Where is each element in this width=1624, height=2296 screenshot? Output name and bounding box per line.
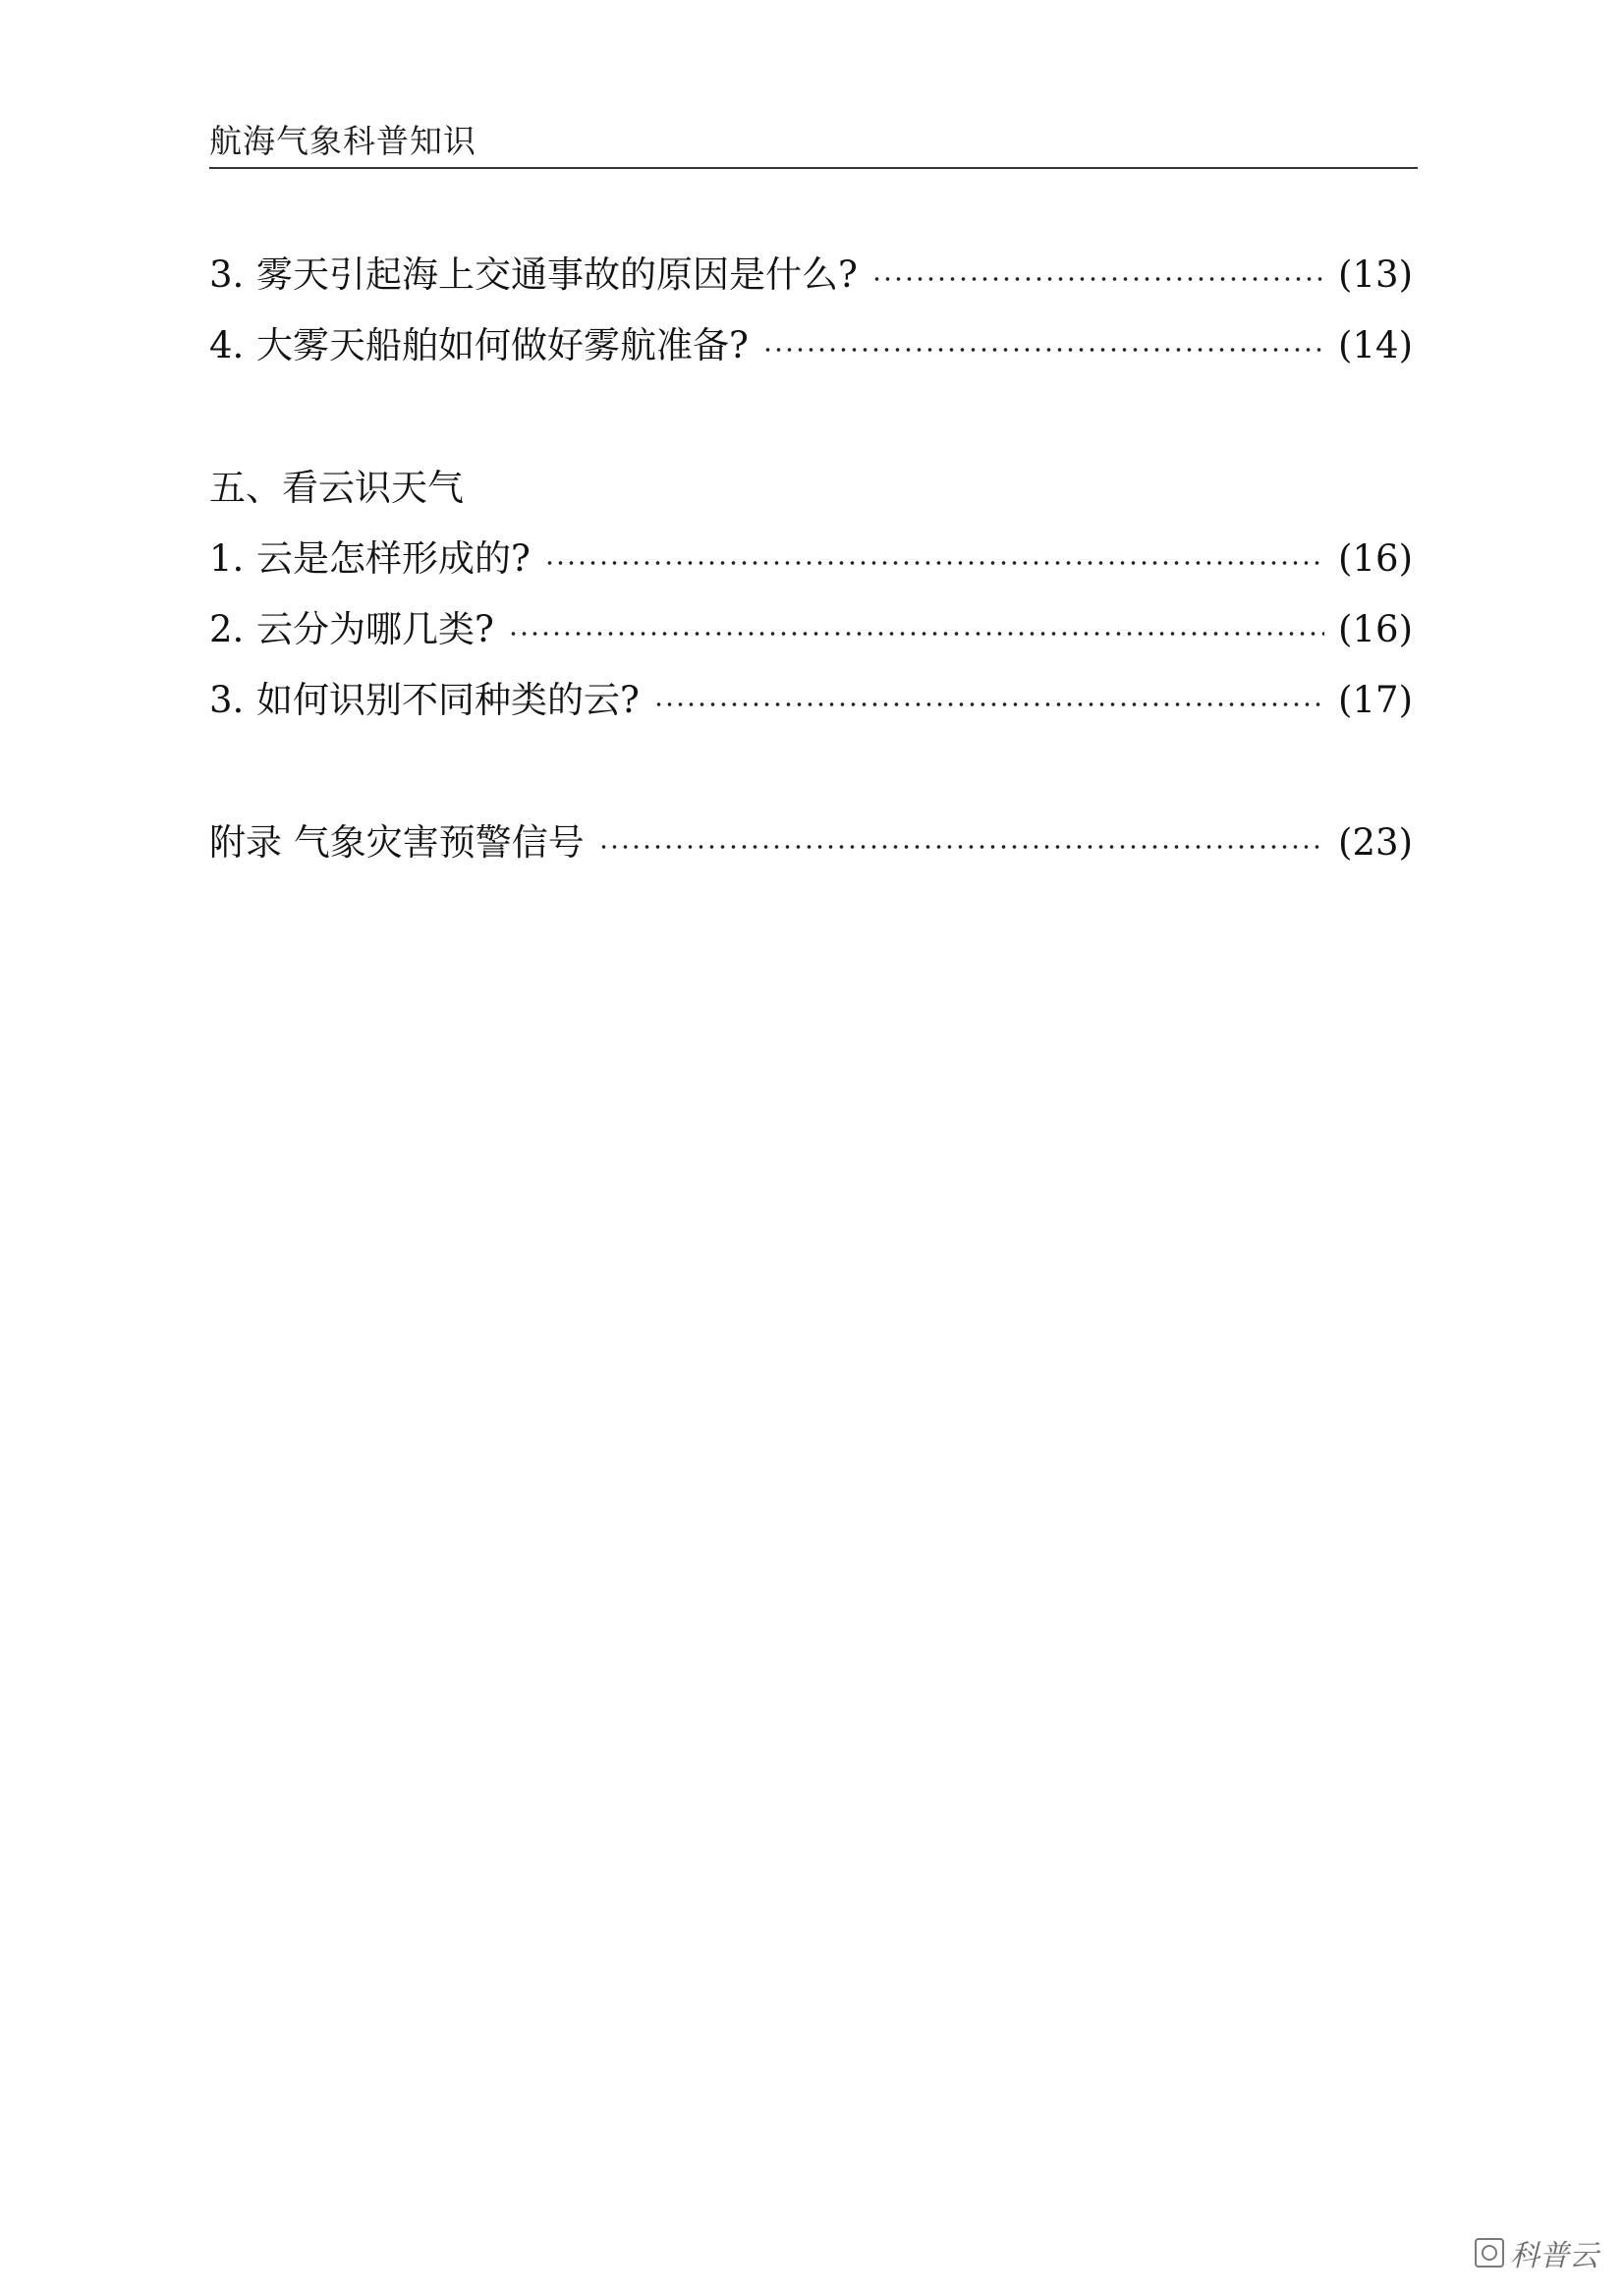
dot-leader <box>762 348 1324 352</box>
toc-entry-title: 雾天引起海上交通事故的原因是什么? <box>256 253 858 296</box>
toc-entry-title: 附录 气象灾害预警信号 <box>209 821 585 864</box>
toc-entry-title: 如何识别不同种类的云? <box>256 679 640 721</box>
toc-entry-page: (17) <box>1338 679 1413 721</box>
toc-appendix <box>209 808 1413 878</box>
toc-entry-page: (23) <box>1338 821 1413 864</box>
toc-entry-title: 云是怎样形成的? <box>256 537 531 580</box>
header-rule <box>209 167 1418 169</box>
running-header: 航海气象科普知识 <box>209 122 476 160</box>
toc-entry-appendix[interactable] <box>209 808 1413 878</box>
logo-icon <box>1475 2238 1504 2268</box>
toc-entry-page: (16) <box>1338 608 1413 650</box>
toc-section-5 <box>209 453 1413 736</box>
toc-entry-title: 大雾天船舶如何做好雾航准备? <box>256 324 749 366</box>
toc-entry[interactable] <box>209 524 1413 594</box>
dot-leader <box>508 632 1324 636</box>
toc-entry-number: 3. <box>209 253 245 296</box>
toc-entry[interactable] <box>209 665 1413 736</box>
dot-leader <box>653 702 1324 706</box>
toc-entry-number: 3. <box>209 679 245 721</box>
dot-leader <box>871 277 1324 281</box>
toc-entry[interactable] <box>209 594 1413 665</box>
toc-entry[interactable] <box>209 310 1413 381</box>
toc-entry-page: (14) <box>1338 324 1413 366</box>
toc-top-group <box>209 240 1413 381</box>
watermark-text: 科普云 <box>1510 2239 1598 2273</box>
toc-entry-number: 1. <box>209 537 245 580</box>
toc-entry-page: (16) <box>1338 537 1413 580</box>
section-heading[interactable]: 五、看云识天气 <box>209 467 464 509</box>
toc-entry-number: 4. <box>209 324 245 366</box>
dot-leader <box>544 561 1324 565</box>
toc-entry[interactable] <box>209 240 1413 310</box>
dot-leader <box>598 845 1324 849</box>
toc-entry-number: 2. <box>209 608 245 650</box>
toc-entry-title: 云分为哪几类? <box>256 608 494 650</box>
toc-entry-page: (13) <box>1338 253 1413 296</box>
watermark-logo <box>1475 2231 1598 2274</box>
